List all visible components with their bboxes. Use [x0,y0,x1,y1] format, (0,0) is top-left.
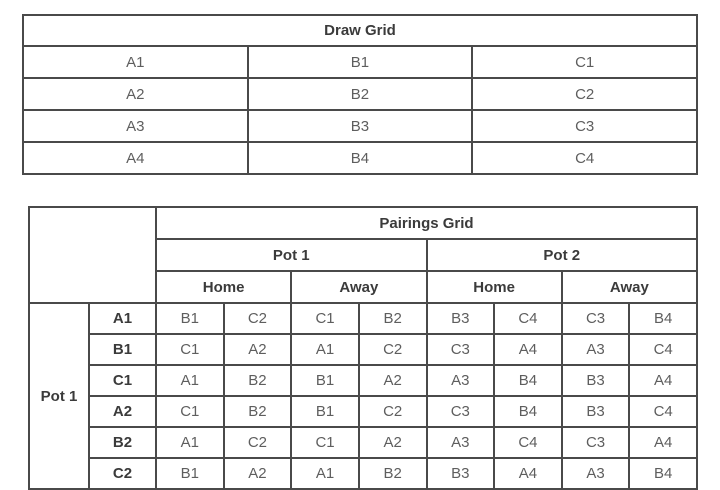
pairing-cell: A4 [494,334,562,365]
draw-grid-cell: B3 [248,110,473,142]
pairing-cell: B3 [427,303,495,334]
draw-grid-cell: A3 [23,110,248,142]
pairings-grid-title-row [29,207,697,239]
pairing-cell: B4 [629,458,697,489]
team-label: A1 [89,303,156,334]
pot2-away-header: Away [562,271,697,303]
pairing-cell: C2 [359,334,427,365]
pairing-cell: A3 [562,334,630,365]
pairing-cell: A1 [291,334,359,365]
team-label: A2 [89,396,156,427]
pairing-cell: C2 [224,303,292,334]
pairing-cell: B1 [291,365,359,396]
pairing-cell: C3 [427,334,495,365]
draw-grid-cell: C3 [472,110,697,142]
pairing-cell: A1 [291,458,359,489]
draw-grid-cell: A1 [23,46,248,78]
pairings-grid-title: Pairings Grid [156,207,697,239]
pairing-cell: C3 [427,396,495,427]
pairing-cell: A2 [359,427,427,458]
pairing-cell: B3 [427,458,495,489]
pairing-cell: B4 [494,396,562,427]
pairing-cell: A1 [156,427,224,458]
pairing-cell: B2 [359,458,427,489]
pairing-cell: A2 [224,334,292,365]
pairing-cell: A2 [224,458,292,489]
pot1-home-header: Home [156,271,291,303]
team-label: C2 [89,458,156,489]
pot1-away-header: Away [291,271,426,303]
team-label: B1 [89,334,156,365]
draw-grid-cell: A4 [23,142,248,174]
pot2-column-header: Pot 2 [427,239,698,271]
corner-cell [29,207,156,303]
pairing-cell: C1 [291,427,359,458]
pairing-cell: B4 [629,303,697,334]
pairing-cell: B1 [291,396,359,427]
team-label: C1 [89,365,156,396]
table-row [29,458,697,489]
pairing-cell: C4 [494,427,562,458]
table-row [23,46,697,78]
pairing-cell: C1 [156,396,224,427]
pairing-cell: A4 [629,365,697,396]
team-label: B2 [89,427,156,458]
pairing-cell: B2 [224,365,292,396]
pairing-cell: B3 [562,396,630,427]
table-row [29,427,697,458]
draw-grid-title: Draw Grid [23,15,697,46]
pairing-cell: C3 [562,303,630,334]
pairing-cell: C1 [291,303,359,334]
pairing-cell: A4 [629,427,697,458]
pairing-cell: C4 [494,303,562,334]
table-row [23,110,697,142]
pairing-cell: B2 [224,396,292,427]
pairing-cell: C2 [359,396,427,427]
draw-grid-title-row [23,15,697,46]
pairing-cell: A3 [427,427,495,458]
pairing-cell: C4 [629,396,697,427]
table-row [23,142,697,174]
pairings-grid-table [28,206,698,490]
pot1-row-group-label: Pot 1 [29,303,89,489]
pairing-cell: B1 [156,303,224,334]
draw-grid-cell: C2 [472,78,697,110]
draw-grid-cell: C4 [472,142,697,174]
pairing-cell: A2 [359,365,427,396]
pairing-cell: A1 [156,365,224,396]
pairing-cell: B1 [156,458,224,489]
pot2-home-header: Home [427,271,562,303]
draw-grid-cell: A2 [23,78,248,110]
table-row [29,334,697,365]
table-row [29,365,697,396]
pairing-cell: C1 [156,334,224,365]
pairing-cell: C4 [629,334,697,365]
draw-grid-cell: B1 [248,46,473,78]
pot1-column-header: Pot 1 [156,239,427,271]
pairing-cell: C3 [562,427,630,458]
pairing-cell: A3 [562,458,630,489]
draw-grid-table [22,14,698,175]
table-row [29,303,697,334]
pairing-cell: B4 [494,365,562,396]
pairing-cell: C2 [224,427,292,458]
pairing-cell: A4 [494,458,562,489]
draw-grid-cell: B4 [248,142,473,174]
pairing-cell: A3 [427,365,495,396]
pairing-cell: B3 [562,365,630,396]
table-row [23,78,697,110]
draw-grid-cell: C1 [472,46,697,78]
table-row [29,396,697,427]
pairing-cell: B2 [359,303,427,334]
draw-grid-cell: B2 [248,78,473,110]
